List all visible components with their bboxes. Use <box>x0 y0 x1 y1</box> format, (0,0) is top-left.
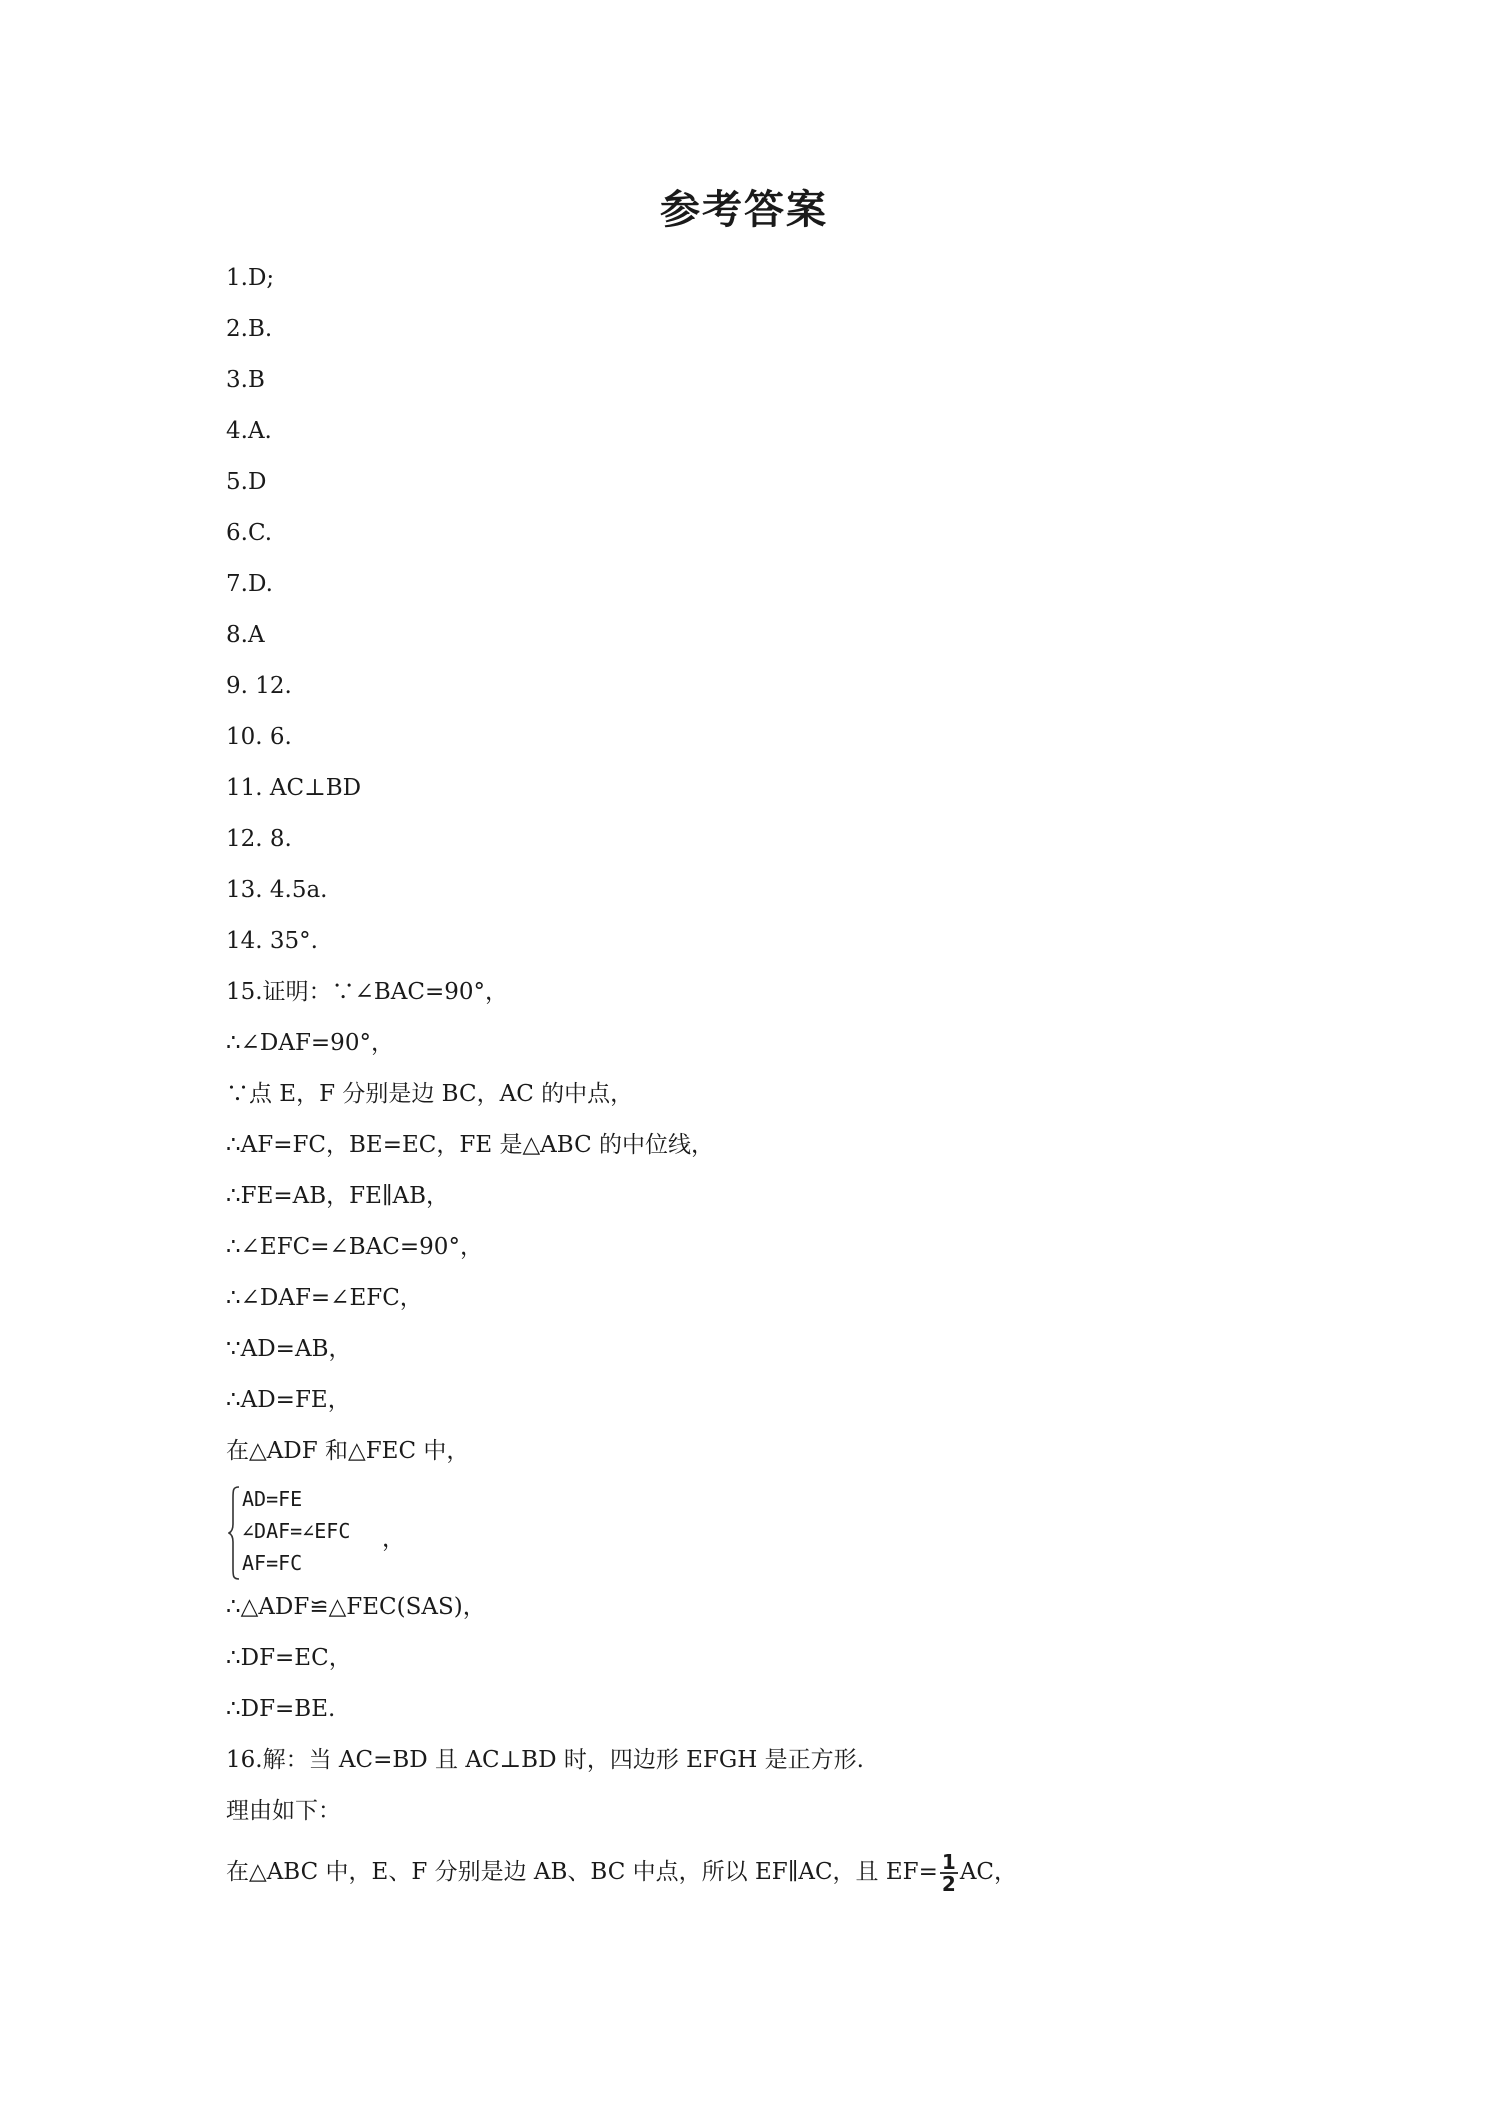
solution-line: 16.解：当 AC=BD 且 AC⊥BD 时，四边形 EFGH 是正方形. <box>226 1747 864 1773</box>
proof-line: ∴DF=BE. <box>226 1696 336 1722</box>
proof-line: ∴∠DAF=90°， <box>226 1030 394 1056</box>
proof-line: ∵AD=AB， <box>226 1336 352 1362</box>
proof-line: ∴△ADF≌△FEC(SAS)， <box>226 1594 486 1620</box>
answer-line: 7.D. <box>226 571 273 597</box>
answer-line: 9. 12. <box>226 673 292 699</box>
answer-line: 3.B <box>226 367 265 393</box>
answer-line: 8.A <box>226 622 265 648</box>
proof-line: ∴DF=EC， <box>226 1645 352 1671</box>
answer-line: 4.A. <box>226 418 272 444</box>
answer-line: 5.D <box>226 469 267 495</box>
equation-system <box>226 1482 426 1584</box>
page-title: 参考答案 <box>660 187 828 233</box>
solution-line: 理由如下： <box>226 1798 341 1824</box>
answer-line: 1.D; <box>226 265 275 291</box>
proof-line: ∴∠EFC=∠BAC=90°， <box>226 1234 483 1260</box>
answer-line: 6.C. <box>226 520 273 546</box>
line-text: 在△ABC 中，E、F 分别是边 AB、BC 中点，所以 EF∥AC，且 EF= <box>226 1859 938 1885</box>
proof-line: ∴∠DAF=∠EFC， <box>226 1285 423 1311</box>
answer-line: 12. 8. <box>226 826 292 852</box>
proof-line: ∴AF=FC，BE=EC，FE 是△ABC 的中位线， <box>226 1132 714 1158</box>
answer-line: 14. 35°. <box>226 928 318 954</box>
proof-line: 在△ADF 和△FEC 中， <box>226 1438 470 1464</box>
answer-line: 10. 6. <box>226 724 292 750</box>
system-row: AD=FE <box>242 1487 303 1511</box>
proof-line: ∴FE=AB，FE∥AB， <box>226 1183 450 1209</box>
answer-line: 2.B. <box>226 316 273 342</box>
fraction-one-half <box>940 1852 958 1894</box>
left-brace-icon <box>228 1486 240 1580</box>
fraction-denominator: 2 <box>941 1872 956 1896</box>
proof-line: ∵点 E，F 分别是边 BC，AC 的中点， <box>226 1081 634 1107</box>
line-text: AC， <box>959 1859 1018 1885</box>
proof-line: 15.证明：∵∠BAC=90°， <box>226 979 508 1005</box>
proof-line: ∴AD=FE， <box>226 1387 351 1413</box>
answer-line: 11. AC⊥BD <box>226 775 362 801</box>
system-comma: ， <box>382 1526 405 1552</box>
answer-line: 13. 4.5a. <box>226 877 328 903</box>
system-row: ∠DAF=∠EFC <box>242 1519 351 1543</box>
fraction-numerator: 1 <box>941 1850 956 1874</box>
solution-line-with-fraction <box>226 1852 1017 1894</box>
system-row: AF=FC <box>242 1551 303 1575</box>
